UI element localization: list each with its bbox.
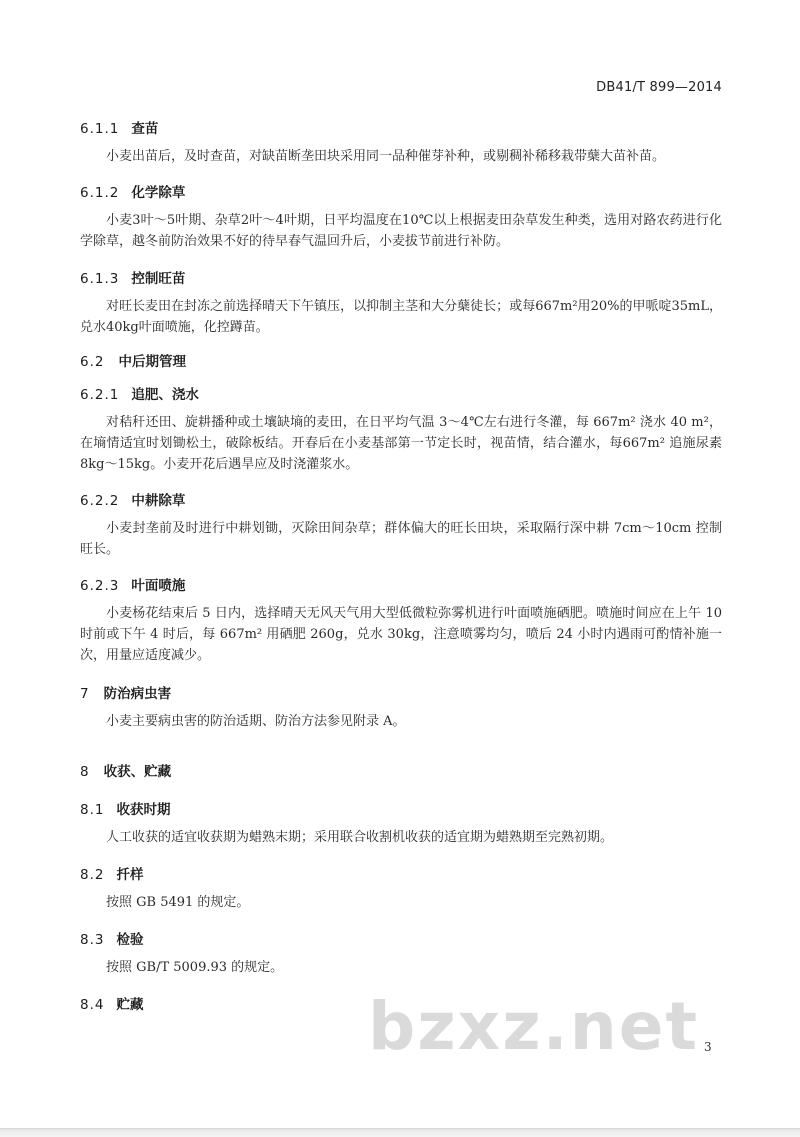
section-number: 8.2	[80, 867, 105, 883]
page-number: 3	[704, 1040, 712, 1054]
section-number: 6.2	[80, 354, 105, 370]
section-number: 8	[80, 764, 90, 780]
section-heading	[80, 993, 143, 1013]
section-heading	[80, 682, 171, 702]
section-heading	[80, 798, 170, 818]
section-title: 追肥、浇水	[131, 387, 199, 403]
section-heading	[80, 489, 185, 509]
section-paragraph: 小麦3叶～5叶期、杂草2叶～4叶期，日平均温度在10℃以上根据麦田杂草发生种类，选用对路农药进行化学除草，越冬前防治效果不好的待早春气温回升后，小麦拔节前进行补防。	[80, 213, 722, 249]
section-number: 6.2.2	[80, 493, 120, 509]
section-title: 中后期管理	[118, 354, 186, 370]
section-title: 控制旺苗	[131, 271, 186, 287]
section-title: 叶面喷施	[131, 578, 186, 594]
section-number: 6.1.3	[80, 271, 120, 287]
section-paragraph: 对秸秆还田、旋耕播种或土壤缺墒的麦田，在日平均气温 3～4℃左右进行冬灌，每 667m² 浇水 40 m²，在墒情适宜时划锄松土，破除板结。开春后在小麦基部第一节定长时，视苗情，结合灌水，每667m² 追施尿素 8kg～15kg。小麦开花后遇旱应及时浇灌浆水。	[80, 415, 722, 472]
section-title: 化学除草	[131, 185, 186, 201]
section-title: 防治病虫害	[103, 686, 172, 702]
watermark-text: bzxz.net	[368, 988, 700, 1065]
section-heading	[80, 928, 143, 948]
section-title: 查苗	[131, 121, 159, 137]
section-paragraph: 按照 GB/T 5009.93 的规定。	[106, 960, 284, 975]
section-number: 6.1.1	[80, 121, 120, 137]
document-code: DB41/T 899—2014	[596, 80, 722, 95]
section-title: 检验	[116, 932, 144, 948]
section-number: 8.4	[80, 997, 105, 1013]
section-heading	[80, 574, 185, 594]
section-number: 6.2.1	[80, 387, 120, 403]
section-paragraph: 人工收获的适宜收获期为蜡熟末期；采用联合收割机收获的适宜期为蜡熟期至完熟初期。	[106, 830, 614, 845]
section-number: 6.2.3	[80, 578, 120, 594]
section-heading	[80, 181, 185, 201]
section-number: 6.1.2	[80, 185, 120, 201]
section-heading	[80, 267, 185, 287]
section-number: 8.1	[80, 802, 105, 818]
section-title: 中耕除草	[131, 493, 186, 509]
section-heading	[80, 350, 186, 370]
section-paragraph: 小麦封垄前及时进行中耕划锄，灭除田间杂草；群体偏大的旺长田块，采取隔行深中耕 7cm～10cm 控制旺长。	[80, 521, 722, 557]
section-heading	[80, 863, 143, 883]
section-paragraph: 对旺长麦田在封冻之前选择晴天下午镇压，以抑制主茎和大分蘖徒长；或每667m²用20%的甲哌啶35mL，兑水40kg叶面喷施，化控蹲苗。	[80, 299, 722, 335]
section-paragraph: 按照 GB 5491 的规定。	[106, 895, 250, 910]
section-paragraph: 小麦杨花结束后 5 日内，选择晴天无风天气用大型低微粒弥雾机进行叶面喷施硒肥。喷施时间应在上午 10 时前或下午 4 时后，每 667m² 用硒肥 260g，兑水 30kg，注意喷雾均匀，喷后 24 小时内遇雨可酌情补施一次，用量应适度减少。	[80, 606, 722, 663]
section-heading	[80, 760, 171, 780]
section-paragraph: 小麦出苗后，及时查苗，对缺苗断垄田块采用同一品种催芽补种，或剔稠补稀移栽带蘖大苗补苗。	[106, 149, 666, 164]
section-number: 7	[80, 686, 90, 702]
section-title: 收获时期	[116, 802, 171, 818]
page-edge	[0, 1129, 800, 1137]
section-heading	[80, 117, 158, 137]
section-paragraph: 小麦主要病虫害的防治适期、防治方法参见附录 A。	[106, 714, 406, 729]
section-title: 贮藏	[116, 997, 144, 1013]
section-title: 收获、贮藏	[103, 764, 172, 780]
section-heading	[80, 383, 199, 403]
section-title: 扦样	[116, 867, 144, 883]
section-number: 8.3	[80, 932, 105, 948]
